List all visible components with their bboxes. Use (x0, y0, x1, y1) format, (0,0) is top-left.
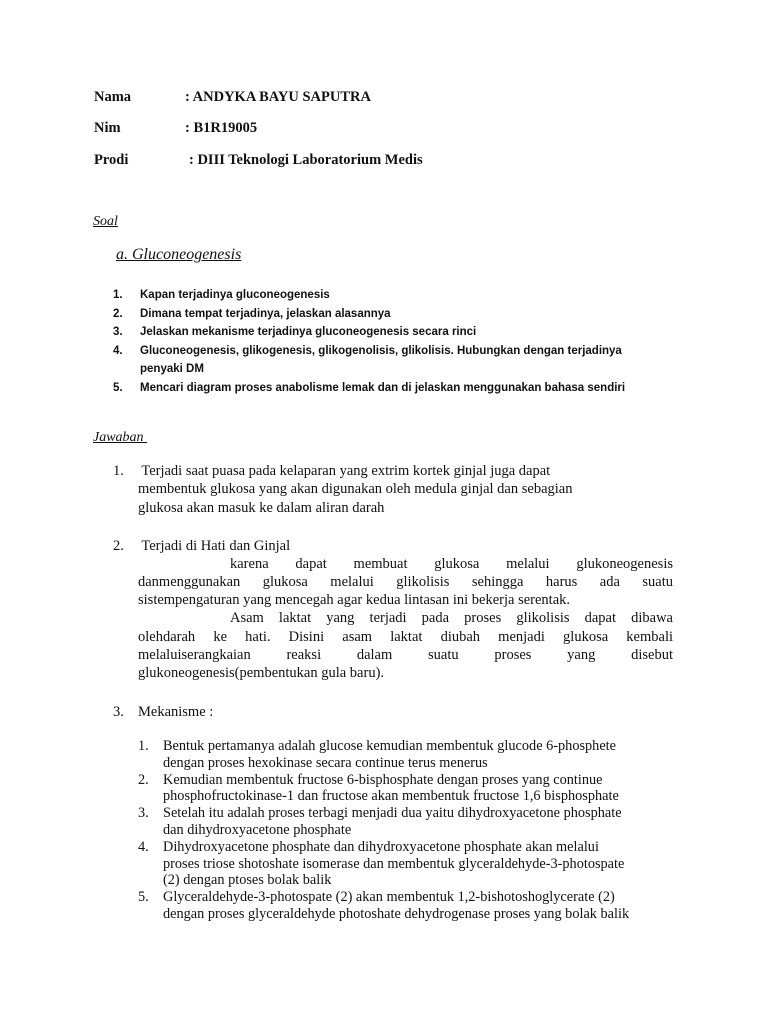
answer-line: glukoneogenesis(pembentukan gula baru). (138, 665, 385, 681)
prodi-value: : DIII Teknologi Laboratorium Medis (189, 152, 423, 168)
answer-line: membentuk glukosa yang akan digunakan oleh medula ginjal dan sebagian (138, 481, 573, 498)
question-item (113, 305, 673, 324)
question-text-continued: penyaki DM (140, 363, 204, 376)
question-number: 3. (113, 326, 123, 339)
mechanism-step (138, 839, 678, 889)
step-text: proses triose shotoshate isomerase dan membentuk glyceraldehyde-3-photospate (163, 855, 625, 872)
step-text: phosphofructokinase-1 dan fructose akan membentuk fructose 1,6 bisphosphate (163, 788, 619, 805)
step-number: 5. (138, 889, 149, 906)
question-number: 5. (113, 381, 123, 394)
step-number: 1. (138, 738, 149, 754)
question-item (113, 323, 673, 342)
question-item (113, 342, 673, 379)
question-item (113, 379, 673, 398)
answer-1 (113, 462, 673, 522)
answer-line: Terjadi saat puasa pada kelaparan yang extrim kortek ginjal juga dapat (138, 463, 551, 479)
mechanism-step (138, 772, 678, 806)
answer-number: 3. (113, 704, 124, 720)
nim-value: : B1R19005 (185, 120, 258, 136)
prodi-label: Prodi (94, 152, 129, 168)
step-text: Dihydroxyacetone phosphate dan dihydroxyacetone phosphate akan melalui (163, 838, 599, 855)
answer-line: glukosa akan masuk ke dalam aliran darah (138, 499, 385, 516)
step-text: dengan proses glyceraldehyde photoshate dehydrogenase proses yang bolak balik (163, 905, 630, 922)
answer-number: 1. (113, 463, 124, 479)
answer-line: Asam laktat yang terjadi pada proses glikolisis dapat dibawa (230, 610, 673, 626)
step-text: (2) dengan ptoses bolak balik (163, 872, 332, 889)
answer-line: karena dapat membuat glukosa melalui glukoneogenesis (230, 556, 673, 572)
mekanisme-label: Mekanisme : (138, 704, 214, 720)
question-item (113, 286, 673, 305)
step-number: 4. (138, 838, 149, 855)
mechanism-step (138, 738, 678, 772)
step-text: Setelah itu adalah proses terbagi menjadi dua yaitu dihydroxyacetone phosphate (163, 805, 622, 822)
mechanism-step (138, 805, 678, 839)
gluconeogenesis-subheading: a. Gluconeogenesis (116, 246, 242, 263)
question-text: Mencari diagram proses anabolisme lemak dan di jelaskan menggunakan bahasa sendiri (140, 381, 626, 394)
answer-3 (113, 703, 673, 723)
mechanism-steps (138, 738, 678, 923)
question-text: Gluconeogenesis, glikogenesis, glikogenolisis, glikolisis. Hubungkan dengan terjadinya (140, 344, 622, 357)
answer-line: olehdarah ke hati. Disini asam laktat diubah menjadi glukosa kembali (138, 629, 673, 645)
answer-line: danmenggunakan glukosa melalui glikolisis sehingga harus ada suatu (138, 574, 673, 590)
soal-heading: Soal (93, 214, 118, 229)
question-text: Jelaskan mekanisme terjadinya gluconeogenesis secara rinci (140, 326, 477, 339)
question-number: 4. (113, 344, 123, 357)
question-number: 2. (113, 307, 123, 320)
question-text: Kapan terjadinya gluconeogenesis (140, 289, 330, 301)
answer-line: sistempengaturan yang mencegah agar kedua lintasan ini bekerja serentak. (138, 592, 571, 608)
step-text: dengan proses hexokinase secara continue terus menerus (163, 754, 488, 771)
answer-2-first-line: Terjadi di Hati dan Ginjal (138, 538, 291, 554)
answer-1-text (138, 462, 648, 517)
step-number: 3. (138, 805, 149, 822)
name-label: Nama (94, 89, 132, 105)
mechanism-step (138, 889, 678, 923)
jawaban-heading: Jawaban (93, 430, 144, 445)
question-text: Dimana tempat terjadinya, jelaskan alasannya (140, 307, 391, 320)
step-text: Kemudian membentuk fructose 6-bisphosphate dengan proses yang continue (163, 771, 603, 788)
name-value: : ANDYKA BAYU SAPUTRA (185, 89, 371, 105)
question-number: 1. (113, 289, 123, 301)
question-list (113, 286, 673, 398)
step-text: Glyceraldehyde-3-photospate (2) akan membentuk 1,2-bishotoshoglycerate (2) (163, 889, 615, 906)
step-text: Bentuk pertamanya adalah glucose kemudian membentuk glucode 6-phosphete (163, 738, 616, 754)
step-text: dan dihydroxyacetone phosphate (163, 821, 352, 838)
answer-number: 2. (113, 538, 124, 554)
step-number: 2. (138, 771, 149, 788)
answer-line: melaluiserangkaian reaksi dalam suatu proses yang disebut (138, 647, 673, 663)
answer-2 (113, 537, 673, 557)
nim-label: Nim (94, 120, 121, 136)
